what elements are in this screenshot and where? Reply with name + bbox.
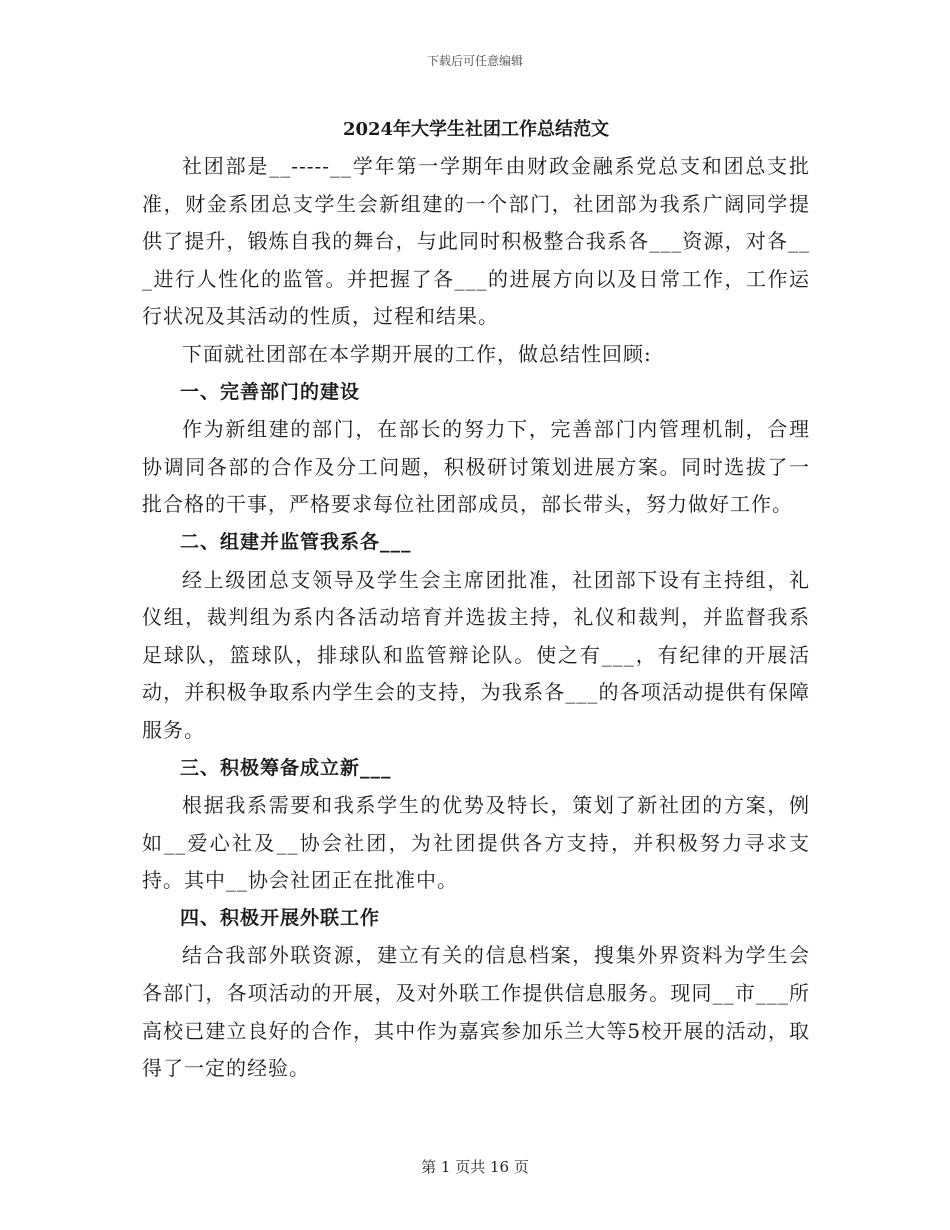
paragraph-section-1: 作为新组建的部门，在部长的努力下，完善部门内管理机制，合理协调同各部的合作及分工问题，积极研讨策划进展方案。同时选拔了一批合格的干事，严格要求每位社团部成员，部长带头，努力做好工作。	[142, 417, 810, 517]
document-body	[142, 112, 810, 1088]
section-heading-2: 二、组建并监管我系各___	[180, 530, 412, 553]
section-heading-4: 四、积极开展外联工作	[180, 906, 381, 929]
section-heading-1: 一、完善部门的建设	[180, 380, 361, 403]
paragraph-section-3: 根据我系需要和我系学生的优势及特长，策划了新社团的方案，例如__爱心社及__协会社团，为社团提供各方支持，并积极努力寻求支持。其中__协会社团正在批准中。	[142, 793, 810, 893]
paragraph-review-lead: 下面就社团部在本学期开展的工作，做总结性回顾:	[182, 341, 652, 366]
section-heading-3: 三、积极筹备成立新___	[180, 756, 392, 779]
paragraph-intro: 社团部是__-----__学年第一学期年由财政金融系党总支和团总支批准，财金系团总支学生会新组建的一个部门，社团部为我系广阔同学提供了提升，锻炼自我的舞台，与此同时积极整合我系各___资源，对各___进行人性化的监管。并把握了各___的进展方向以及日常工作，工作运行状况及其活动的性质，过程和结果。	[142, 154, 810, 329]
paragraph-section-2: 经上级团总支领导及学生会主席团批准，社团部下设有主持组，礼仪组，裁判组为系内各活动培育并选拔主持，礼仪和裁判，并监督我系足球队，篮球队，排球队和监管辩论队。使之有___，有纪律的开展活动，并积极争取系内学生会的支持，为我系各___的各项活动提供有保障服务。	[142, 567, 810, 742]
page-footer: 第 1 页共 16 页	[421, 1158, 529, 1176]
page-header: 下载后可任意编辑	[426, 54, 523, 68]
document-title: 2024年大学生社团工作总结范文	[342, 119, 610, 140]
paragraph-section-4: 结合我部外联资源，建立有关的信息档案，搜集外界资料为学生会各部门，各项活动的开展，及对外联工作提供信息服务。现同__市___所高校已建立良好的合作，其中作为嘉宾参加乐兰大等5校开展的活动，取得了一定的经验。	[142, 943, 810, 1081]
